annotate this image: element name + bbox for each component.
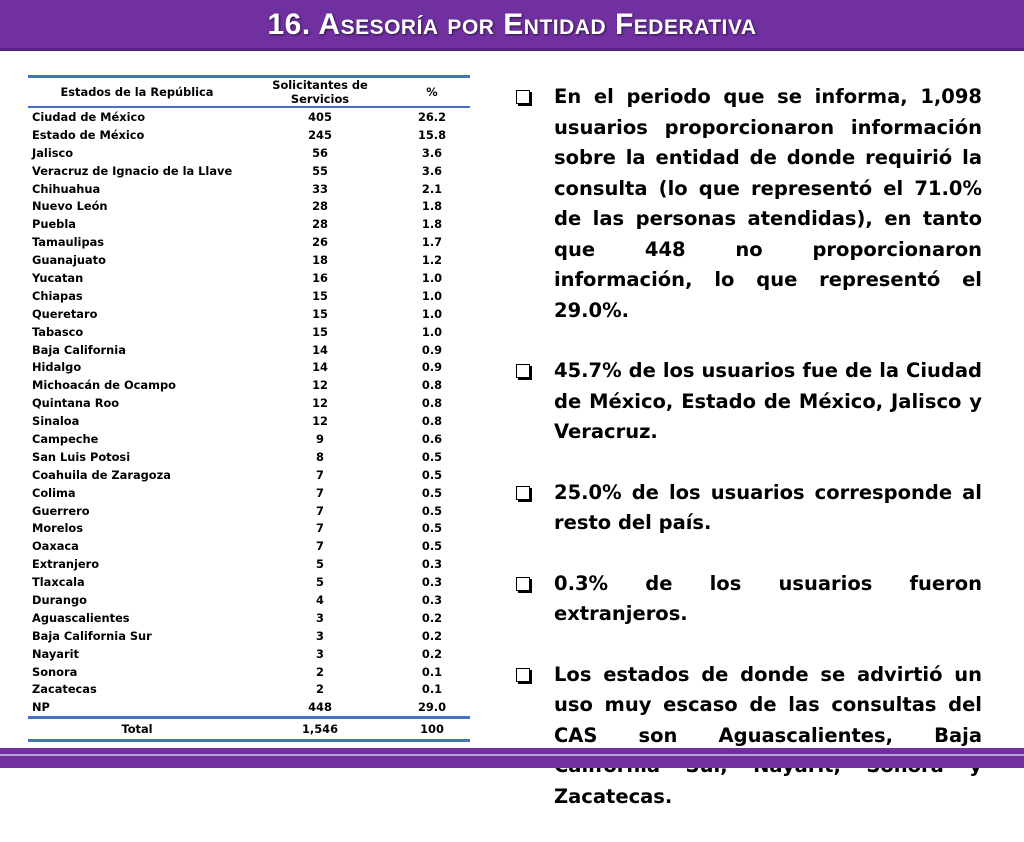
table-row — [28, 609, 470, 627]
table-row — [28, 180, 470, 198]
table-row — [28, 412, 470, 430]
state-cell: Chihuahua — [32, 181, 101, 196]
checkbox-bullet-icon — [516, 577, 530, 591]
percent-cell: 1.2 — [421, 253, 443, 268]
percent-cell: 0.1 — [421, 664, 443, 679]
table-row — [28, 305, 470, 323]
table-row — [28, 394, 470, 412]
bullet-text: 25.0% de los usuarios corresponde al resto del país. — [554, 480, 982, 534]
percent-cell: 0.5 — [421, 521, 443, 536]
percent-cell: 0.5 — [421, 485, 443, 500]
requests-cell: 245 — [308, 127, 332, 142]
table-row — [28, 663, 470, 681]
percent-cell: 0.5 — [421, 467, 443, 482]
total-state-cell: Total — [28, 718, 246, 741]
total-percent-cell: 100 — [394, 718, 470, 741]
total-requests-cell: 1,546 — [246, 718, 394, 741]
percent-cell: 0.3 — [421, 557, 443, 572]
state-cell: Aguascalientes — [32, 610, 130, 625]
state-cell: Ciudad de México — [32, 109, 146, 124]
bullet-item — [512, 569, 982, 630]
checkbox-bullet-icon — [516, 90, 530, 104]
footer-divider — [0, 754, 1024, 756]
requests-cell: 448 — [246, 698, 394, 717]
requests-cell: 7 — [316, 467, 324, 482]
state-cell: Queretaro — [32, 306, 98, 321]
percent-cell: 0.6 — [421, 431, 443, 446]
percent-cell: 0.2 — [421, 646, 443, 661]
percent-cell: 1.7 — [421, 235, 443, 250]
percent-cell: 2.1 — [421, 181, 443, 196]
state-cell: Zacatecas — [32, 682, 97, 697]
state-cell: Sinaloa — [32, 414, 80, 429]
requests-cell: 33 — [312, 181, 328, 196]
state-cell: Tlaxcala — [32, 575, 85, 590]
percent-cell: 1.8 — [421, 217, 443, 232]
requests-cell: 26 — [312, 235, 328, 250]
state-cell: Colima — [32, 485, 76, 500]
requests-cell: 15 — [312, 288, 328, 303]
percent-cell: 1.8 — [421, 199, 443, 214]
requests-cell: 7 — [316, 503, 324, 518]
page-title: 16. Asesoría por Entidad Federativa — [267, 8, 757, 41]
requests-cell: 8 — [316, 449, 324, 464]
requests-cell: 28 — [312, 199, 328, 214]
requests-cell: 16 — [312, 270, 328, 285]
state-cell: Morelos — [32, 521, 84, 536]
state-cell: Tabasco — [32, 324, 84, 339]
requests-cell: 15 — [312, 324, 328, 339]
percent-cell: 1.0 — [421, 288, 443, 303]
requests-cell: 4 — [316, 592, 324, 607]
requests-cell: 9 — [316, 431, 324, 446]
requests-cell: 12 — [312, 378, 328, 393]
bullet-text: 0.3% de los usuarios fueron extranjeros. — [554, 571, 982, 625]
table-row — [28, 323, 470, 341]
table-row — [28, 448, 470, 466]
header-percent: % — [394, 77, 470, 108]
percent-cell: 0.3 — [421, 575, 443, 590]
percent-cell: 26.2 — [417, 109, 447, 124]
state-cell: Coahuila de Zaragoza — [32, 467, 171, 482]
checkbox-bullet-icon — [516, 486, 530, 500]
table-row — [28, 519, 470, 537]
state-cell: Durango — [32, 592, 87, 607]
table-row — [28, 645, 470, 663]
table-row — [28, 215, 470, 233]
table-row — [28, 107, 470, 126]
header-requests: Solicitantes de Servicios — [246, 77, 394, 108]
table-row — [28, 269, 470, 287]
table-row — [28, 197, 470, 215]
percent-cell: 0.8 — [421, 378, 443, 393]
footer-bar — [0, 748, 1024, 768]
state-cell: Extranjero — [32, 557, 100, 572]
requests-cell: 7 — [316, 539, 324, 554]
percent-cell: 1.0 — [421, 270, 443, 285]
bullet-item — [512, 478, 982, 539]
percent-cell: 0.5 — [421, 503, 443, 518]
requests-cell: 3 — [316, 610, 324, 625]
state-cell: NP — [28, 698, 246, 717]
table-row — [28, 681, 470, 699]
table-row — [28, 627, 470, 645]
state-cell: Oaxaca — [32, 539, 79, 554]
state-cell: Hidalgo — [32, 360, 82, 375]
state-cell: Quintana Roo — [32, 396, 120, 411]
requests-cell: 12 — [312, 414, 328, 429]
table-row — [28, 251, 470, 269]
percent-cell: 0.8 — [421, 396, 443, 411]
checkbox-bullet-icon — [516, 668, 530, 682]
table-row — [28, 591, 470, 609]
requests-cell: 15 — [312, 306, 328, 321]
table-row — [28, 376, 470, 394]
requests-cell: 14 — [312, 342, 328, 357]
table-row — [28, 502, 470, 520]
percent-cell: 3.6 — [421, 145, 443, 160]
percent-cell: 0.8 — [421, 414, 443, 429]
state-cell: Nuevo León — [32, 199, 108, 214]
table-row — [28, 466, 470, 484]
requests-cell: 7 — [316, 485, 324, 500]
state-cell: Nayarit — [32, 646, 79, 661]
percent-cell: 29.0 — [394, 698, 470, 717]
state-cell: Tamaulipas — [32, 235, 105, 250]
table-row — [28, 233, 470, 251]
table-total-row — [28, 718, 470, 741]
state-cell: Michoacán de Ocampo — [32, 378, 176, 393]
state-cell: Guanajuato — [32, 253, 106, 268]
requests-cell: 18 — [312, 253, 328, 268]
table-row — [28, 555, 470, 573]
percent-cell: 3.6 — [421, 163, 443, 178]
requests-cell: 2 — [316, 664, 324, 679]
percent-cell: 0.3 — [421, 592, 443, 607]
requests-cell: 56 — [312, 145, 328, 160]
state-cell: Veracruz de Ignacio de la Llave — [32, 163, 233, 178]
requests-cell: 28 — [312, 217, 328, 232]
state-cell: Campeche — [32, 431, 99, 446]
bullet-text: 45.7% de los usuarios fue de la Ciudad de México, Estado de México, Jalisco y Veracruz. — [554, 359, 982, 443]
table-row — [28, 537, 470, 555]
table-row — [28, 144, 470, 162]
state-cell: Guerrero — [32, 503, 90, 518]
percent-cell: 0.2 — [421, 628, 443, 643]
percent-cell: 0.5 — [421, 539, 443, 554]
table-row — [28, 484, 470, 502]
bullet-item — [512, 356, 982, 448]
requests-cell: 55 — [312, 163, 328, 178]
table-header-row — [28, 77, 470, 108]
table-row — [28, 341, 470, 359]
state-cell: San Luis Potosi — [32, 449, 131, 464]
table-row — [28, 287, 470, 305]
requests-cell: 7 — [316, 521, 324, 536]
requests-cell: 2 — [316, 682, 324, 697]
bullet-list — [512, 82, 982, 842]
percent-cell: 0.1 — [421, 682, 443, 697]
requests-cell: 14 — [312, 360, 328, 375]
state-cell: Puebla — [32, 217, 76, 232]
header-states: Estados de la República — [28, 77, 246, 108]
requests-cell: 5 — [316, 557, 324, 572]
percent-cell: 0.9 — [421, 342, 443, 357]
table-row — [28, 573, 470, 591]
state-cell: Estado de México — [32, 127, 145, 142]
states-table — [28, 75, 470, 742]
percent-cell: 1.0 — [421, 324, 443, 339]
requests-cell: 3 — [316, 646, 324, 661]
state-cell: Sonora — [32, 664, 78, 679]
percent-cell: 1.0 — [421, 306, 443, 321]
bullet-text: Los estados de donde se advirtió un uso muy escaso de las consultas del CAS son Aguascalientes, Baja Zacatecas. — [554, 662, 982, 808]
state-cell: Yucatan — [32, 270, 84, 285]
table-row — [28, 430, 470, 448]
bullet-item — [512, 82, 982, 326]
table-body — [28, 107, 470, 741]
requests-cell: 405 — [308, 109, 332, 124]
table-row — [28, 698, 470, 717]
bullet-text: En el periodo que se informa, 1,098 usuarios proporcionaron información sobre la entidad de donde requirió la consulta (lo que representó el 71.0% de las personas atendidas), en tanto que 448 no proporcionaron información, lo que representó el 29.0%. — [554, 85, 982, 322]
percent-cell: 0.5 — [421, 449, 443, 464]
table-row — [28, 162, 470, 180]
percent-cell: 0.9 — [421, 360, 443, 375]
percent-cell: 15.8 — [417, 127, 447, 142]
requests-cell: 5 — [316, 575, 324, 590]
state-cell: Jalisco — [32, 145, 74, 160]
state-cell: Baja California Sur — [32, 628, 152, 643]
checkbox-bullet-icon — [516, 364, 530, 378]
requests-cell: 3 — [316, 628, 324, 643]
percent-cell: 0.2 — [421, 610, 443, 625]
state-cell: Chiapas — [32, 288, 83, 303]
table-row — [28, 358, 470, 376]
requests-cell: 12 — [312, 396, 328, 411]
state-cell: Baja California — [32, 342, 126, 357]
bullet-item — [512, 660, 982, 813]
table-row — [28, 126, 470, 144]
